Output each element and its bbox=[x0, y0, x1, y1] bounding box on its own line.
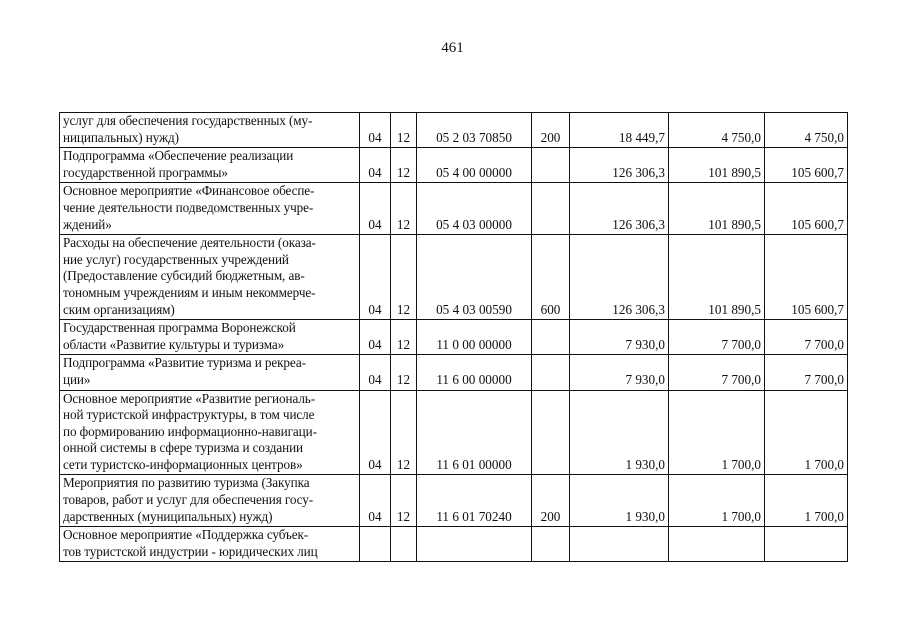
amount-year3-cell: 1 700,0 bbox=[765, 475, 848, 527]
amount-year2-cell bbox=[669, 527, 765, 562]
table-row bbox=[60, 320, 848, 355]
target-article-cell: 05 4 03 00000 bbox=[417, 183, 532, 235]
item-name-cell bbox=[60, 183, 360, 235]
amount-year2-cell: 101 890,5 bbox=[669, 148, 765, 183]
item-name-line: услуг для обеспечения государственных (му- bbox=[63, 113, 313, 128]
expense-type-cell bbox=[532, 390, 570, 475]
amount-year3-cell bbox=[765, 527, 848, 562]
item-name-line: (Предоставление субсидий бюджетным, ав- bbox=[63, 268, 305, 284]
amount-year3-cell: 1 700,0 bbox=[765, 390, 848, 475]
item-name-line: Подпрограмма «Обеспечение реализации bbox=[63, 148, 294, 164]
item-name-line: ной туристской инфраструктуры, в том числе bbox=[63, 407, 315, 423]
item-name-line: государственной программы» bbox=[63, 164, 228, 180]
target-article-cell: 11 6 01 00000 bbox=[417, 390, 532, 475]
section-code-cell: 04 bbox=[360, 355, 391, 390]
item-name-cell bbox=[60, 148, 360, 183]
subsection-code-cell: 12 bbox=[391, 183, 417, 235]
amount-year2-cell: 1 700,0 bbox=[669, 475, 765, 527]
amount-year2-cell: 1 700,0 bbox=[669, 390, 765, 475]
page-number: 461 bbox=[441, 40, 464, 56]
target-article-cell: 05 4 03 00590 bbox=[417, 235, 532, 320]
amount-year1-cell: 1 930,0 bbox=[570, 390, 669, 475]
item-name-line: ниципальных) нужд) bbox=[63, 129, 179, 145]
amount-year1-cell: 126 306,3 bbox=[570, 235, 669, 320]
subsection-code-cell bbox=[391, 527, 417, 562]
section-code-cell: 04 bbox=[360, 475, 391, 527]
subsection-code-cell: 12 bbox=[391, 475, 417, 527]
item-name-line: товаров, работ и услуг для обеспечения госу- bbox=[63, 492, 314, 508]
target-article-cell: 11 6 01 70240 bbox=[417, 475, 532, 527]
amount-year2-cell: 101 890,5 bbox=[669, 183, 765, 235]
expense-type-cell: 600 bbox=[532, 235, 570, 320]
item-name-cell bbox=[60, 527, 360, 562]
amount-year3-cell: 105 600,7 bbox=[765, 183, 848, 235]
item-name-cell bbox=[60, 320, 360, 355]
subsection-code-cell: 12 bbox=[391, 113, 417, 148]
item-name-line: Основное мероприятие «Поддержка субъек- bbox=[63, 527, 309, 543]
amount-year1-cell: 7 930,0 bbox=[570, 355, 669, 390]
item-name-line: дарственных (муниципальных) нужд) bbox=[63, 508, 273, 524]
amount-year2-cell: 4 750,0 bbox=[669, 113, 765, 148]
amount-year1-cell: 7 930,0 bbox=[570, 320, 669, 355]
item-name-line: ским организациям) bbox=[63, 301, 175, 317]
section-code-cell: 04 bbox=[360, 390, 391, 475]
target-article-cell: 05 4 00 00000 bbox=[417, 148, 532, 183]
section-code-cell: 04 bbox=[360, 148, 391, 183]
item-name-line: Мероприятия по развитию туризма (Закупка bbox=[63, 475, 310, 491]
amount-year2-cell: 7 700,0 bbox=[669, 355, 765, 390]
expense-type-cell bbox=[532, 148, 570, 183]
item-name-cell bbox=[60, 390, 360, 475]
table-row bbox=[60, 475, 848, 527]
section-code-cell: 04 bbox=[360, 183, 391, 235]
amount-year1-cell: 18 449,7 bbox=[570, 113, 669, 148]
item-name-cell bbox=[60, 235, 360, 320]
table-row bbox=[60, 183, 848, 235]
target-article-cell: 11 0 00 00000 bbox=[417, 320, 532, 355]
item-name-line: по формированию информационно-навигаци- bbox=[63, 423, 317, 439]
amount-year3-cell: 7 700,0 bbox=[765, 320, 848, 355]
amount-year2-cell: 7 700,0 bbox=[669, 320, 765, 355]
item-name-line: тономным учреждениям и иным некоммерче- bbox=[63, 284, 316, 300]
expense-type-cell: 200 bbox=[532, 475, 570, 527]
item-name-line: Подпрограмма «Развитие туризма и рекреа- bbox=[63, 355, 306, 371]
amount-year1-cell: 126 306,3 bbox=[570, 148, 669, 183]
item-name-line: онной системы в сфере туризма и создании bbox=[63, 440, 303, 456]
item-name-line: Расходы на обеспечение деятельности (оказа- bbox=[63, 235, 316, 251]
section-code-cell: 04 bbox=[360, 320, 391, 355]
item-name-line: ние услуг) государственных учреждений bbox=[63, 251, 289, 267]
amount-year1-cell bbox=[570, 527, 669, 562]
table-row bbox=[60, 355, 848, 390]
item-name-line: Государственная программа Воронежской bbox=[63, 320, 296, 336]
table-row bbox=[60, 527, 848, 562]
budget-table bbox=[59, 112, 848, 562]
amount-year3-cell: 105 600,7 bbox=[765, 148, 848, 183]
target-article-cell: 05 2 03 70850 bbox=[417, 113, 532, 148]
section-code-cell bbox=[360, 527, 391, 562]
item-name-line: сети туристско-информационных центров» bbox=[63, 456, 303, 472]
subsection-code-cell: 12 bbox=[391, 320, 417, 355]
subsection-code-cell: 12 bbox=[391, 235, 417, 320]
item-name-cell bbox=[60, 113, 360, 148]
expense-type-cell bbox=[532, 355, 570, 390]
amount-year1-cell: 1 930,0 bbox=[570, 475, 669, 527]
item-name-line: тов туристской индустрии - юридических лиц bbox=[63, 543, 318, 559]
amount-year3-cell: 7 700,0 bbox=[765, 355, 848, 390]
expense-type-cell: 200 bbox=[532, 113, 570, 148]
amount-year3-cell: 105 600,7 bbox=[765, 235, 848, 320]
expense-type-cell bbox=[532, 320, 570, 355]
item-name-cell bbox=[60, 475, 360, 527]
item-name-cell bbox=[60, 355, 360, 390]
item-name-line: Основное мероприятие «Развитие региональ- bbox=[63, 390, 316, 406]
item-name-line: области «Развитие культуры и туризма» bbox=[63, 336, 285, 352]
item-name-line: чение деятельности подведомственных учре- bbox=[63, 199, 314, 215]
subsection-code-cell: 12 bbox=[391, 390, 417, 475]
amount-year1-cell: 126 306,3 bbox=[570, 183, 669, 235]
item-name-line: ждений» bbox=[63, 216, 112, 232]
section-code-cell: 04 bbox=[360, 235, 391, 320]
amount-year2-cell: 101 890,5 bbox=[669, 235, 765, 320]
subsection-code-cell: 12 bbox=[391, 148, 417, 183]
expense-type-cell bbox=[532, 183, 570, 235]
table-row bbox=[60, 235, 848, 320]
table-body bbox=[60, 113, 848, 562]
expense-type-cell bbox=[532, 527, 570, 562]
section-code-cell: 04 bbox=[360, 113, 391, 148]
item-name-line: Основное мероприятие «Финансовое обеспе- bbox=[63, 183, 315, 199]
target-article-cell: 11 6 00 00000 bbox=[417, 355, 532, 390]
item-name-line: ции» bbox=[63, 371, 91, 387]
table-row bbox=[60, 113, 848, 148]
table-row bbox=[60, 148, 848, 183]
amount-year3-cell: 4 750,0 bbox=[765, 113, 848, 148]
subsection-code-cell: 12 bbox=[391, 355, 417, 390]
table-row bbox=[60, 390, 848, 475]
target-article-cell bbox=[417, 527, 532, 562]
